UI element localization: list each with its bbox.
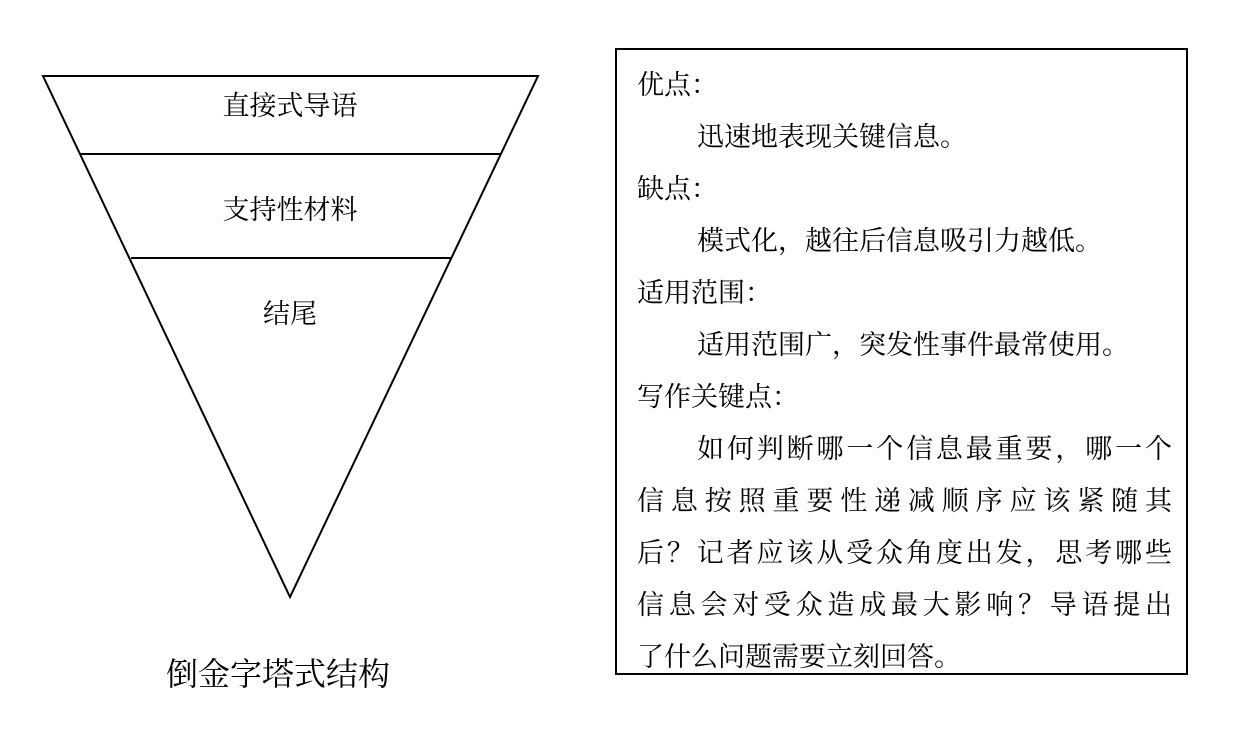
- key-points-line-5: 了什么问题需要立刻回答。: [637, 642, 961, 673]
- layer-label-ending: 结尾: [263, 299, 317, 330]
- key-points-line-1: 如何判断哪一个信息最重要，哪一个: [697, 434, 1172, 465]
- info-box: [615, 48, 1188, 675]
- layer-label-supporting-material: 支持性材料: [222, 195, 358, 226]
- scope-heading: 适用范围：: [637, 278, 772, 309]
- disadvantages-heading: 缺点：: [637, 174, 718, 205]
- advantages-text: 迅速地表现关键信息。: [697, 122, 967, 153]
- layer-label-lead: 直接式导语: [222, 91, 358, 122]
- key-points-line-2: 信息按照重要性递减顺序应该紧随其: [637, 486, 1172, 517]
- key-points-line-4: 信息会对受众造成最大影响？导语提出: [637, 590, 1172, 621]
- key-points-heading: 写作关键点：: [637, 382, 799, 413]
- key-points-line-3: 后？记者应该从受众角度出发，思考哪些: [637, 538, 1172, 569]
- advantages-heading: 优点：: [637, 70, 718, 101]
- diagram-caption: 倒金字塔式结构: [165, 655, 391, 693]
- scope-text: 适用范围广，突发性事件最常使用。: [697, 330, 1129, 361]
- disadvantages-text: 模式化，越往后信息吸引力越低。: [697, 226, 1102, 257]
